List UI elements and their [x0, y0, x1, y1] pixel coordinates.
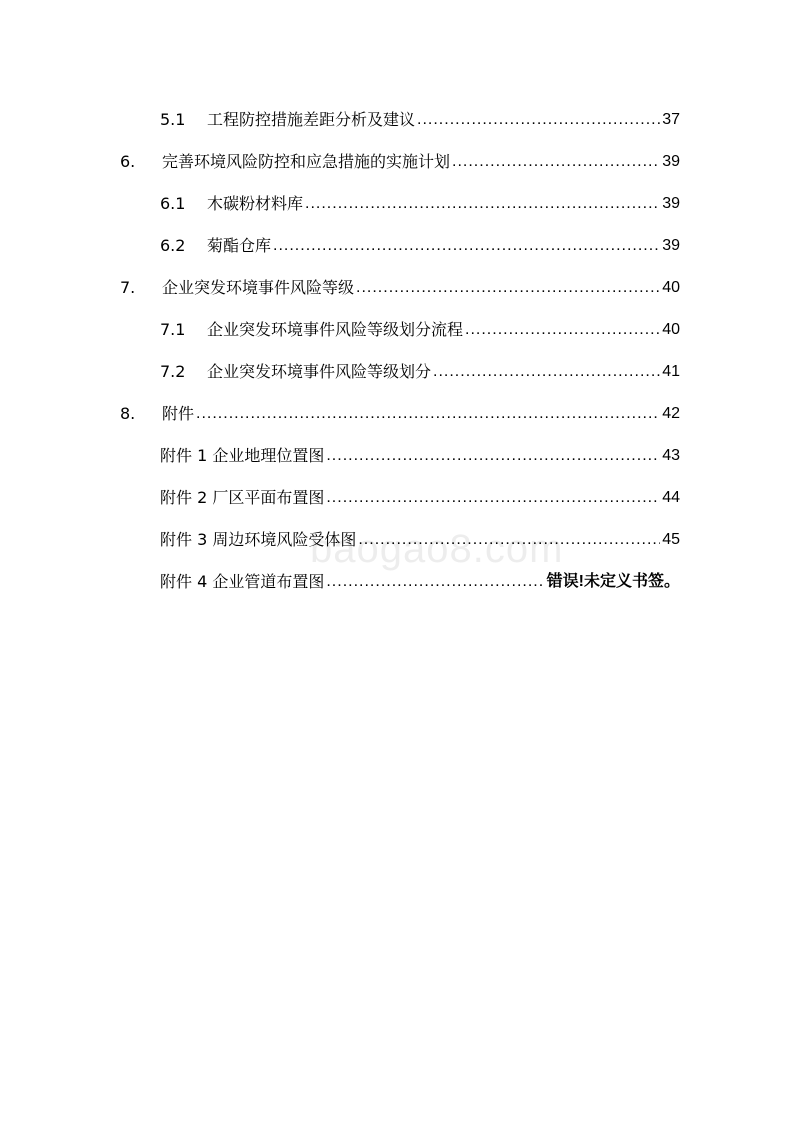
toc-page-number: 43 [662, 447, 680, 464]
toc-title: 附件 3 周边环境风险受体图 [160, 530, 357, 549]
toc-title: 附件 2 厂区平面布置图 [160, 488, 325, 507]
toc-number: 6.2 [160, 236, 186, 255]
watermark: baogao8.com [310, 527, 564, 571]
toc-entry-attachment-1[interactable] [160, 440, 680, 466]
toc-leader-dots [356, 278, 660, 298]
toc-page-number: 39 [662, 153, 680, 170]
toc-leader-dots [326, 488, 660, 508]
toc-page-number: 41 [662, 363, 680, 380]
toc-leader-dots [417, 110, 660, 130]
toc-leader-dots [326, 446, 660, 466]
toc-page-number: 37 [662, 111, 680, 128]
toc-entry-attachment-4[interactable] [160, 566, 680, 592]
toc-leader-dots [358, 530, 660, 550]
toc-entry-attachment-3[interactable] [160, 524, 680, 550]
toc-number: 5.1 [160, 110, 186, 129]
toc-bookmark-error: 错误!未定义书签。 [546, 573, 680, 590]
toc-page-number: 40 [662, 321, 680, 338]
toc-leader-dots [305, 194, 660, 214]
toc-entry-7-2[interactable] [160, 356, 680, 382]
toc-title: 附件 1 企业地理位置图 [160, 446, 325, 465]
toc-entry-6-1[interactable] [160, 188, 680, 214]
toc-title: 木碳粉材料库 [207, 194, 304, 213]
toc-leader-dots [433, 362, 660, 382]
toc-title: 工程防控措施差距分析及建议 [207, 110, 416, 129]
toc-page-number: 40 [662, 279, 680, 296]
toc-page-number: 44 [662, 489, 680, 506]
toc-entry-7-1[interactable] [160, 314, 680, 340]
toc-page-number: 45 [662, 531, 680, 548]
toc-entry-5-1[interactable] [160, 104, 680, 130]
toc-page-number: 39 [662, 237, 680, 254]
toc-title: 菊酯仓库 [207, 236, 272, 255]
toc-number: 6.1 [160, 194, 186, 213]
toc-page-number: 39 [662, 195, 680, 212]
toc-entry-6-2[interactable] [160, 230, 680, 256]
toc-title: 附件 4 企业管道布置图 [160, 572, 325, 591]
toc-title: 企业突发环境事件风险等级划分 [207, 362, 432, 381]
toc-leader-dots [452, 152, 660, 172]
toc-entry-8[interactable] [120, 398, 680, 424]
toc-number: 7.2 [160, 362, 186, 381]
toc-entry-6[interactable] [120, 146, 680, 172]
toc-number: 7. [120, 278, 136, 297]
toc-entry-7[interactable] [120, 272, 680, 298]
toc-title: 企业突发环境事件风险等级 [162, 278, 355, 297]
toc-title: 附件 [162, 404, 195, 423]
toc-title: 完善环境风险防控和应急措施的实施计划 [162, 152, 451, 171]
toc-page-number: 42 [662, 405, 680, 422]
toc-title: 企业突发环境事件风险等级划分流程 [207, 320, 464, 339]
toc-leader-dots [273, 236, 660, 256]
toc-number: 8. [120, 404, 136, 423]
toc-entry-attachment-2[interactable] [160, 482, 680, 508]
toc-leader-dots [196, 404, 660, 424]
toc-leader-dots [326, 572, 544, 592]
toc-leader-dots [465, 320, 660, 340]
toc-number: 7.1 [160, 320, 186, 339]
toc-number: 6. [120, 152, 136, 171]
